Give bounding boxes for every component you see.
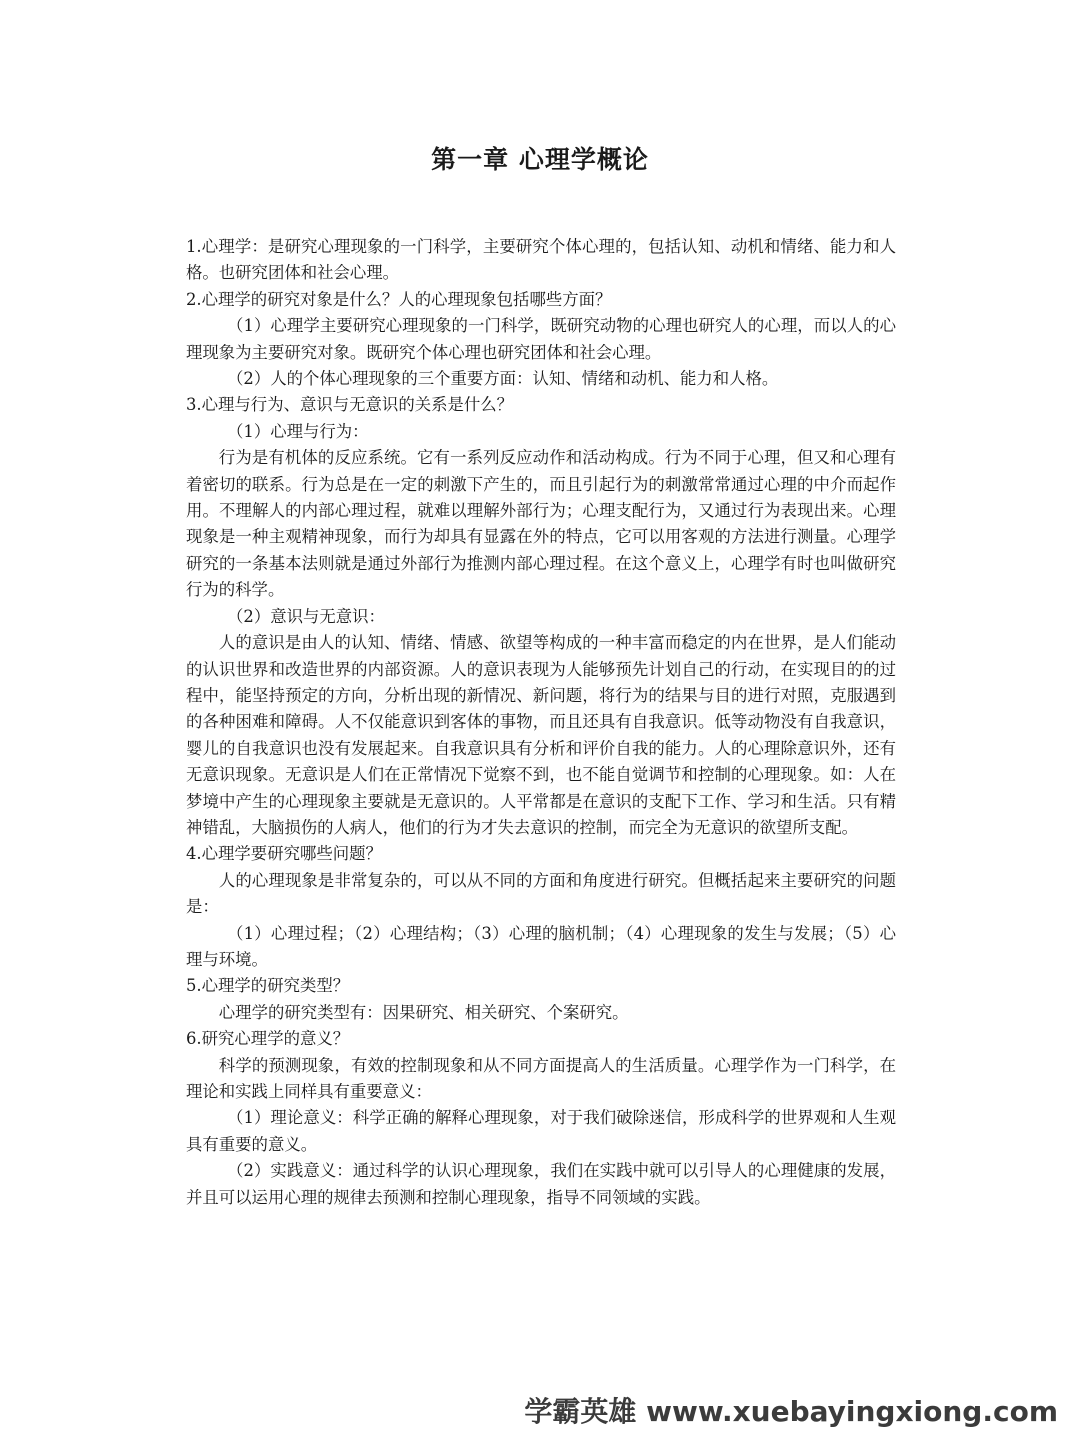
paragraph-6-intro: 科学的预测现象，有效的控制现象和从不同方面提高人的生活质量。心理学作为一门科学，在理论和实践上同样具有重要意义： [186,1055,896,1101]
question-6-heading: 6.研究心理学的意义？ [186,1029,350,1049]
paragraph-6-2: （2）实践意义：通过科学的认识心理现象，我们在实践中就可以引导人的心理健康的发展，并且可以运用心理的规律去预测和控制心理现象，指导不同领域的实践。 [186,1161,896,1207]
paragraph-3-1: 行为是有机体的反应系统。它有一系列反应动作和活动构成。行为不同于心理，但又和心理有着密切的联系。行为总是在一定的刺激下产生的，而且引起行为的刺激常常通过心理的中介而起作用。不理解人的内部心理过程，就难以理解外部行为；心理支配行为，又通过行为表现出来。心理现象是一种主观精神现象，而行为却具有显露在外的特点，它可以用客观的方法进行测量。心理学研究的一条基本法则就是通过外部行为推测内部心理过程。在这个意义上，心理学有时也叫做研究行为的科学。 [186,448,896,600]
page-title: 第一章 心理学概论 [431,145,649,174]
paragraph-2-1: （1）心理学主要研究心理现象的一门科学，既研究动物的心理也研究人的心理，而以人的心理现象为主要研究对象。既研究个体心理也研究团体和社会心理。 [186,316,896,362]
question-2-heading: 2.心理学的研究对象是什么？人的心理现象包括哪些方面？ [186,289,612,309]
paragraph-3-2: 人的意识是由人的认知、情绪、情感、欲望等构成的一种丰富而稳定的内在世界，是人们能动的认识世界和改造世界的内部资源。人的意识表现为人能够预先计划自己的行动，在实现目的的过程中，能坚持预定的方向，分析出现的新情况、新问题，将行为的结果与目的进行对照，克服遇到的各种困难和障碍。人不仅能意识到客体的事物，而且还具有自我意识。低等动物没有自我意识，婴儿的自我意识也没有发展起来。自我意识具有分析和评价自我的能力。人的心理除意识外，还有无意识现象。无意识是人们在正常情况下觉察不到，也不能自觉调节和控制的心理现象。如：人在梦境中产生的心理现象主要就是无意识的。人平常都是在意识的支配下工作、学习和生活。只有精神错乱，大脑损伤的人病人，他们的行为才失去意识的控制，而完全为无意识的欲望所支配。 [186,633,896,837]
paragraph-4-intro: 人的心理现象是非常复杂的，可以从不同的方面和角度进行研究。但概括起来主要研究的问题是： [186,870,896,917]
paragraph-2-2: （2）人的个体心理现象的三个重要方面：认知、情绪和动机、能力和人格。 [227,369,779,389]
paragraph-4-list: （1）心理过程；（2）心理结构；（3）心理的脑机制；（4）心理现象的发生与发展；（5）心理与环境。 [186,923,896,969]
question-4-heading: 4.心理学要研究哪些问题？ [186,844,382,864]
question-5-heading: 5.心理学的研究类型？ [186,976,350,996]
paragraph-6-1: （1）理论意义：科学正确的解释心理现象，对于我们破除迷信，形成科学的世界观和人生观具有重要的意义。 [186,1108,896,1154]
subheading-3-1: （1）心理与行为： [227,421,369,441]
site-watermark: 学霸英雄 www.xuebayingxiong.com [524,1395,1058,1428]
paragraph-1: 1.心理学：是研究心理现象的一门科学，主要研究个体心理的，包括认知、动机和情绪、能力和人格。也研究团体和社会心理。 [186,237,896,283]
paragraph-5: 心理学的研究类型有：因果研究、相关研究、个案研究。 [218,1002,629,1022]
document-body [186,234,896,1211]
subheading-3-2: （2）意识与无意识： [227,606,385,626]
question-3-heading: 3.心理与行为、意识与无意识的关系是什么？ [186,395,514,415]
